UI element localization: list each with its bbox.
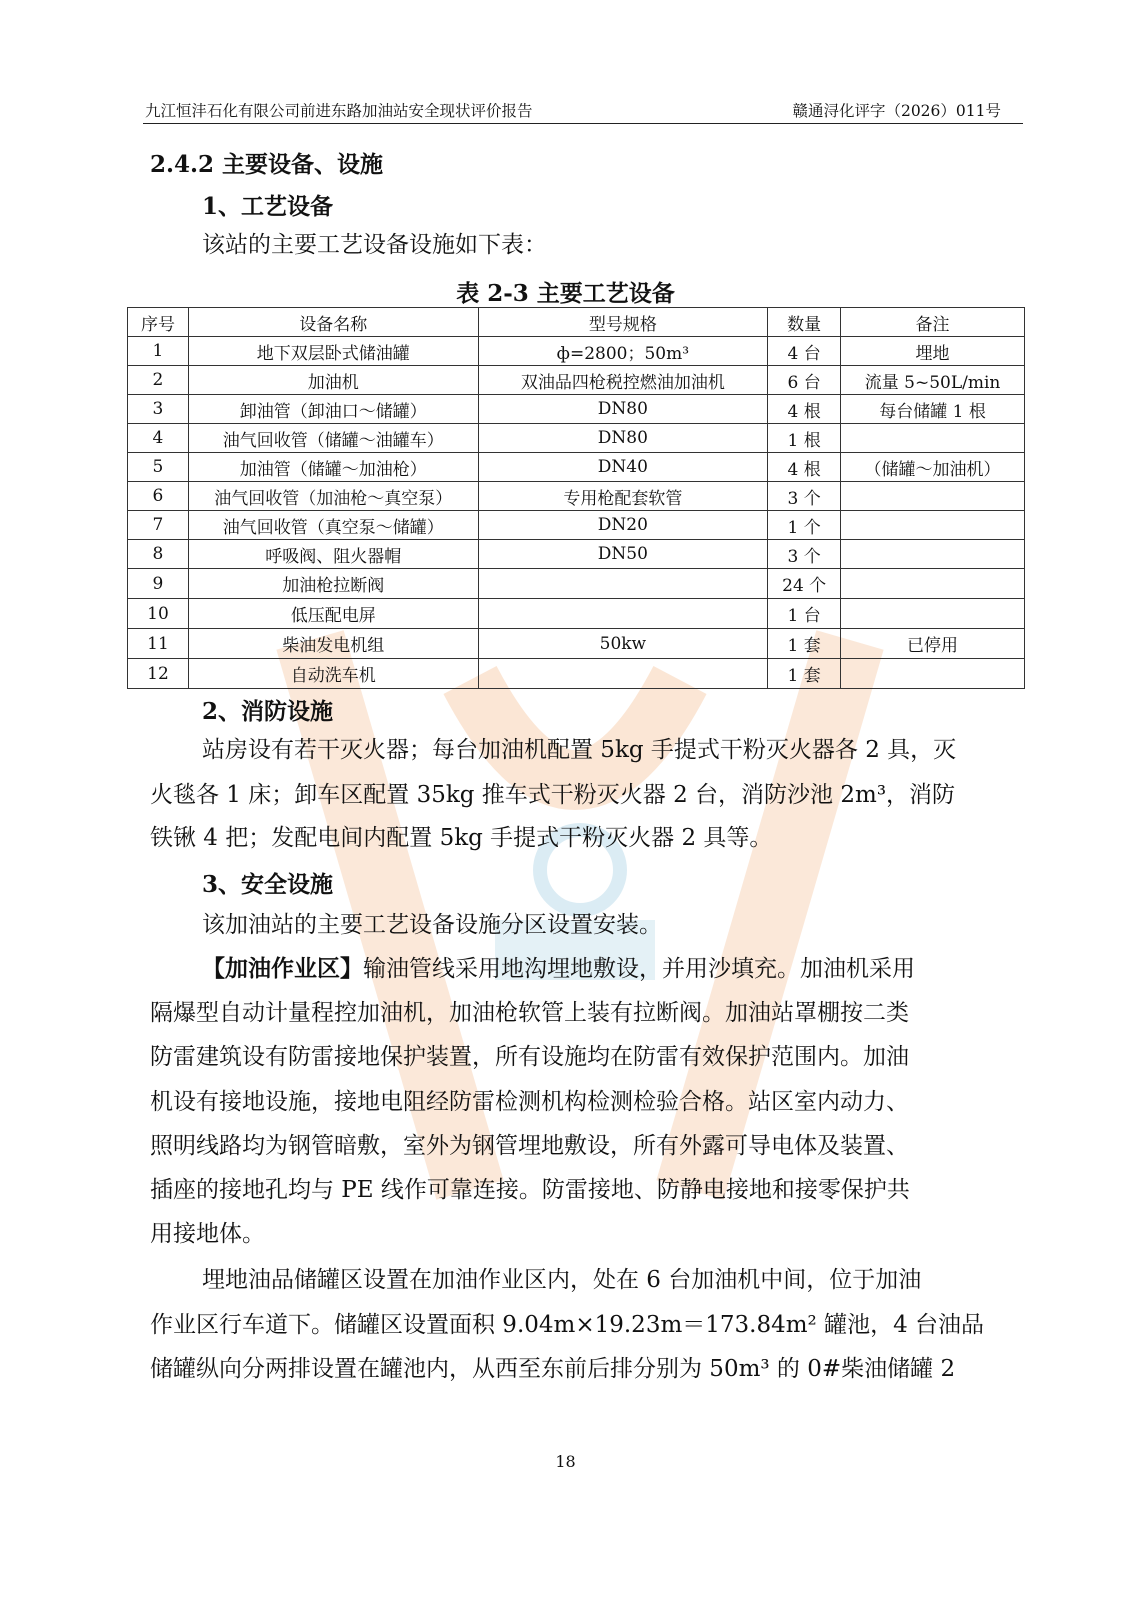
cell-quantity: 4 根 [768, 453, 841, 482]
col-header-name: 设备名称 [188, 308, 478, 337]
cell-quantity: 24 个 [768, 569, 841, 599]
cell-name: 油气回收管（真空泵～储罐） [188, 511, 478, 540]
header-left-title: 九江恒沣石化有限公司前进东路加油站安全现状评价报告 [145, 102, 533, 120]
tank-paragraph-line: 埋地油品储罐区设置在加油作业区内，处在 6 台加油机中间，位于加油 [202, 1267, 922, 1293]
cell-remark: 埋地 [841, 337, 1025, 366]
cell-spec: DN40 [478, 453, 768, 482]
col-header-quantity: 数量 [768, 308, 841, 337]
cell-spec: 双油品四枪税控燃油加油机 [478, 366, 768, 395]
safety-paragraph-line [202, 954, 1072, 984]
cell-remark [841, 659, 1025, 689]
cell-spec: DN20 [478, 511, 768, 540]
section-heading: 2.4.2 主要设备、设施 [150, 151, 384, 178]
cell-name: 加油枪拉断阀 [188, 569, 478, 599]
cell-remark [841, 511, 1025, 540]
cell-remark: （储罐～加油机） [841, 453, 1025, 482]
table-row [128, 511, 1025, 540]
cell-spec: DN80 [478, 424, 768, 453]
cell-remark: 每台储罐 1 根 [841, 395, 1025, 424]
cell-name: 低压配电屏 [188, 599, 478, 629]
safety-paragraph-line: 插座的接地孔均与 PE 线作可靠连接。防雷接地、防静电接地和接零保护共 [150, 1177, 910, 1203]
cell-quantity: 4 根 [768, 395, 841, 424]
cell-index: 1 [128, 337, 189, 366]
cell-spec [478, 569, 768, 599]
cell-name: 柴油发电机组 [188, 629, 478, 659]
cell-spec [478, 599, 768, 629]
safety-line-text: 输油管线采用地沟埋地敷设，并用沙填充。加油机采用 [363, 956, 915, 982]
table-row [128, 569, 1025, 599]
cell-quantity: 4 台 [768, 337, 841, 366]
cell-quantity: 1 套 [768, 629, 841, 659]
cell-name: 地下双层卧式储油罐 [188, 337, 478, 366]
cell-index: 6 [128, 482, 189, 511]
cell-index: 8 [128, 540, 189, 569]
table-row [128, 599, 1025, 629]
table-row [128, 540, 1025, 569]
cell-quantity: 1 个 [768, 511, 841, 540]
cell-index: 7 [128, 511, 189, 540]
fire-paragraph-line: 铁锹 4 把；发配电间内配置 5kg 手提式干粉灭火器 2 具等。 [150, 825, 773, 851]
col-header-remark: 备注 [841, 308, 1025, 337]
table-row [128, 453, 1025, 482]
cell-quantity: 6 台 [768, 366, 841, 395]
cell-spec: 专用枪配套软管 [478, 482, 768, 511]
table-row [128, 659, 1025, 689]
safety-intro-text: 该加油站的主要工艺设备设施分区设置安装。 [202, 912, 662, 938]
cell-quantity: 3 个 [768, 540, 841, 569]
table-row [128, 337, 1025, 366]
cell-index: 5 [128, 453, 189, 482]
cell-remark: 已停用 [841, 629, 1025, 659]
table-caption: 表 2-3 主要工艺设备 [456, 280, 675, 307]
cell-quantity: 1 台 [768, 599, 841, 629]
cell-spec [478, 659, 768, 689]
cell-quantity: 1 套 [768, 659, 841, 689]
fire-paragraph-line: 火毯各 1 床；卸车区配置 35kg 推车式干粉灭火器 2 台，消防沙池 2m³，消防 [150, 782, 956, 808]
fire-paragraph-line: 站房设有若干灭火器；每台加油机配置 5kg 手提式干粉灭火器各 2 具，灭 [202, 737, 957, 763]
cell-remark: 流量 5~50L/min [841, 366, 1025, 395]
cell-spec: DN80 [478, 395, 768, 424]
table-intro-text: 该站的主要工艺设备设施如下表： [202, 232, 547, 258]
safety-paragraph-line: 防雷建筑设有防雷接地保护装置，所有设施均在防雷有效保护范围内。加油 [150, 1044, 909, 1070]
safety-paragraph-line: 用接地体。 [150, 1221, 265, 1247]
table-row [128, 629, 1025, 659]
page-number: 18 [555, 1452, 576, 1471]
cell-name: 油气回收管（储罐～油罐车） [188, 424, 478, 453]
cell-spec: ф=2800；50m³ [478, 337, 768, 366]
cell-index: 4 [128, 424, 189, 453]
sub-heading-fire-facilities: 2、消防设施 [202, 698, 334, 725]
sub-heading-process-equipment: 1、工艺设备 [202, 193, 334, 220]
table-row [128, 395, 1025, 424]
cell-name: 自动洗车机 [188, 659, 478, 689]
cell-name: 加油机 [188, 366, 478, 395]
table-row [128, 424, 1025, 453]
table-row [128, 482, 1025, 511]
cell-name: 卸油管（卸油口～储罐） [188, 395, 478, 424]
cell-name: 呼吸阀、阻火器帽 [188, 540, 478, 569]
safety-paragraph-line: 机设有接地设施，接地电阻经防雷检测机构检测检验合格。站区室内动力、 [150, 1089, 909, 1115]
cell-index: 2 [128, 366, 189, 395]
cell-remark [841, 599, 1025, 629]
refueling-area-label: 【加油作业区】 [202, 955, 363, 982]
cell-remark [841, 540, 1025, 569]
cell-remark [841, 424, 1025, 453]
col-header-index: 序号 [128, 308, 189, 337]
cell-index: 9 [128, 569, 189, 599]
cell-remark [841, 569, 1025, 599]
tank-paragraph-line: 作业区行车道下。储罐区设置面积 9.04m×19.23m＝173.84m² 罐池，4 台油品 [150, 1312, 985, 1338]
cell-index: 11 [128, 629, 189, 659]
cell-index: 12 [128, 659, 189, 689]
safety-paragraph-line: 照明线路均为钢管暗敷，室外为钢管埋地敷设，所有外露可导电体及装置、 [150, 1133, 909, 1159]
equipment-table [127, 307, 1025, 689]
header-report-number: 赣通浔化评字（2026）011号 [792, 102, 1001, 120]
cell-index: 10 [128, 599, 189, 629]
cell-remark [841, 482, 1025, 511]
cell-name: 油气回收管（加油枪～真空泵） [188, 482, 478, 511]
cell-quantity: 3 个 [768, 482, 841, 511]
tank-paragraph-line: 储罐纵向分两排设置在罐池内，从西至东前后排分别为 50m³ 的 0#柴油储罐 2 [150, 1356, 956, 1382]
cell-spec: DN50 [478, 540, 768, 569]
sub-heading-safety-facilities: 3、安全设施 [202, 871, 334, 898]
col-header-spec: 型号规格 [478, 308, 768, 337]
table-row [128, 366, 1025, 395]
cell-spec: 50kw [478, 629, 768, 659]
table-header-row [128, 308, 1025, 337]
cell-name: 加油管（储罐～加油枪） [188, 453, 478, 482]
cell-quantity: 1 根 [768, 424, 841, 453]
cell-index: 3 [128, 395, 189, 424]
safety-paragraph-line: 隔爆型自动计量程控加油机，加油枪软管上装有拉断阀。加油站罩棚按二类 [150, 1000, 909, 1026]
